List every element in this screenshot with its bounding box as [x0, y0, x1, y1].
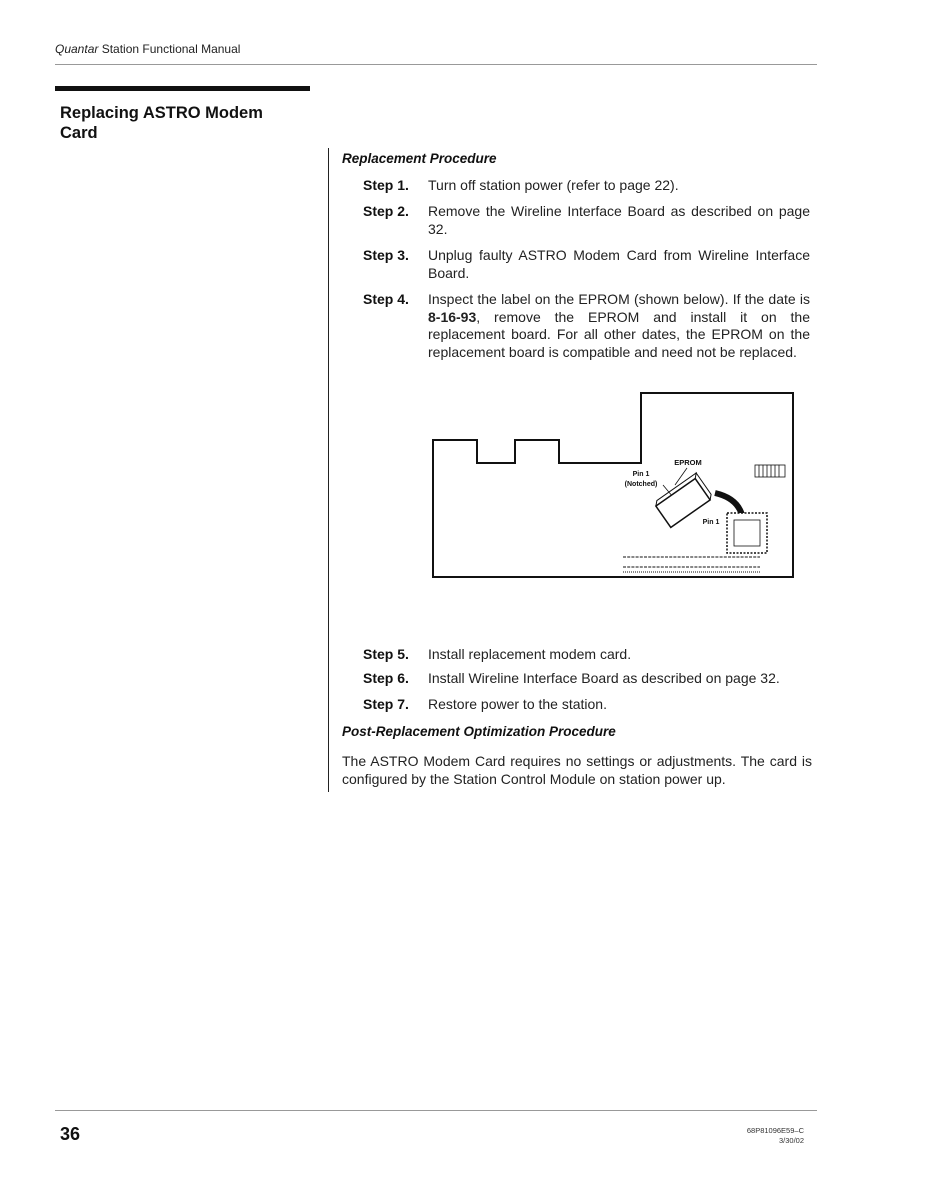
step-6: [363, 670, 813, 688]
step-7: [363, 696, 813, 714]
step-number: Step 3.: [363, 247, 409, 263]
eprom-date: 8-16-93: [428, 308, 477, 325]
section-bar: [55, 86, 310, 91]
pin1-notched-label: Pin 1: [632, 471, 650, 478]
header-brand: Quantar: [55, 42, 99, 56]
step-number: Step 1.: [363, 177, 409, 193]
pin1-notched-sublabel: (Notched): [624, 481, 658, 488]
step-number: Step 5.: [363, 646, 409, 662]
step-1: [363, 177, 813, 195]
header-title: Station Functional Manual: [98, 42, 241, 56]
step-number: Step 4.: [363, 291, 409, 307]
step-number: Step 6.: [363, 670, 409, 686]
document-id: [747, 1126, 804, 1146]
modem-card-diagram: [425, 385, 797, 581]
step-2: [363, 203, 813, 239]
post-replacement-body: The ASTRO Modem Card requires no settings or adjustments. The card is configured by the Station Control Module on station power up.: [342, 753, 812, 787]
step-3: [363, 247, 813, 283]
step-text: Remove the Wireline Interface Board as described on page 32.: [428, 203, 810, 237]
replacement-heading: Replacement Procedure: [342, 151, 497, 166]
eprom-label: EPROM: [674, 458, 702, 467]
step-4: [363, 291, 813, 381]
pin1-label: Pin 1: [702, 519, 720, 526]
step-text: Install replacement modem card.: [428, 646, 632, 662]
step-number: Step 2.: [363, 203, 409, 219]
step-text: Unplug faulty ASTRO Modem Card from Wireline Interface Board.: [428, 247, 810, 281]
step-text: Install Wireline Interface Board as described on page 32.: [428, 670, 780, 686]
eprom-socket: [727, 513, 767, 553]
post-replacement-heading: Post-Replacement Optimization Procedure: [342, 724, 616, 739]
document-date: 3/30/02: [778, 1136, 804, 1145]
footer-rule: [55, 1110, 817, 1111]
column-divider: [328, 148, 329, 792]
section-title: Replacing ASTRO Modem Card: [60, 104, 263, 142]
step-text: Restore power to the station.: [428, 696, 607, 712]
header-rule: [55, 64, 817, 65]
step-number: Step 7.: [363, 696, 409, 712]
page-number: 36: [60, 1124, 81, 1144]
document-number: 68P81096E59–C: [746, 1126, 804, 1135]
step-5: [363, 646, 813, 664]
step-text: Inspect the label on the EPROM (shown below). If the date is 8-16-93, remove the EPROM and install it on the replacement board. For all other dates, the EPROM on the replacement board is compatible and need not be replaced.: [428, 291, 810, 360]
running-header: [55, 42, 240, 56]
step-text: Turn off station power (refer to page 22).: [428, 177, 679, 193]
